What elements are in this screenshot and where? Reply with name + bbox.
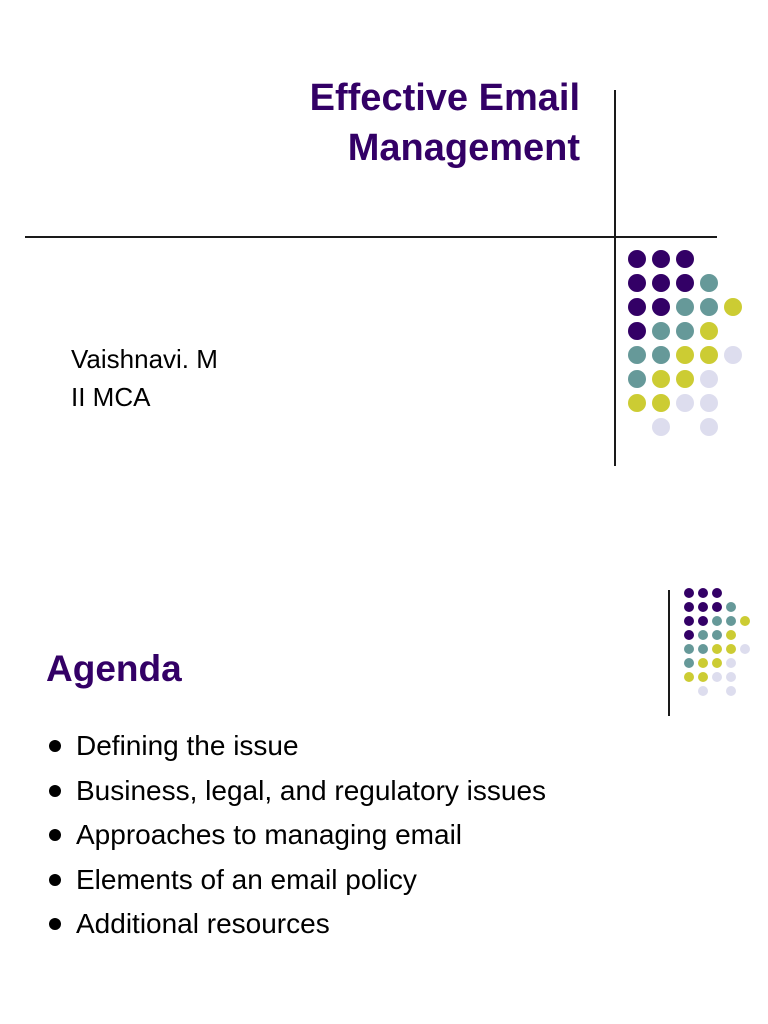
title-line-1: Effective Email — [309, 77, 580, 119]
decorative-dot — [652, 274, 670, 292]
decorative-dot — [726, 630, 736, 640]
decorative-dot — [652, 250, 670, 268]
decorative-dot — [712, 616, 722, 626]
decorative-dot — [684, 672, 694, 682]
decorative-dot — [684, 588, 694, 598]
agenda-item-label: Defining the issue — [76, 730, 299, 761]
decorative-dot — [740, 644, 750, 654]
agenda-item — [46, 902, 546, 947]
decorative-dot — [652, 418, 670, 436]
presenter-info — [71, 340, 218, 416]
decorative-dot — [712, 658, 722, 668]
decorative-dot — [698, 630, 708, 640]
decorative-dot — [652, 346, 670, 364]
decorative-dot — [684, 630, 694, 640]
decorative-dot — [700, 322, 718, 340]
decorative-dot — [700, 346, 718, 364]
decorative-dot — [724, 298, 742, 316]
decorative-dot — [726, 672, 736, 682]
decorative-dot — [726, 602, 736, 612]
decorative-dot — [628, 322, 646, 340]
decorative-dot — [724, 346, 742, 364]
decorative-dot — [628, 298, 646, 316]
decorative-dot — [676, 346, 694, 364]
decorative-dot — [698, 588, 708, 598]
bullet-icon — [49, 740, 61, 752]
decorative-dot — [676, 250, 694, 268]
title-line-2: Management — [347, 127, 580, 169]
decorative-dot — [726, 686, 736, 696]
agenda-item-label: Business, legal, and regulatory issues — [76, 774, 547, 806]
decorative-dot — [676, 394, 694, 412]
decorative-dot — [726, 644, 736, 654]
agenda-item-label: Additional resources — [76, 908, 330, 939]
decorative-dot — [652, 322, 670, 340]
decorative-dot — [712, 602, 722, 612]
bullet-icon — [49, 829, 61, 841]
author-name: Vaishnavi. M — [71, 344, 218, 374]
agenda-item — [46, 858, 546, 903]
agenda-item — [46, 769, 546, 814]
decorative-dot — [652, 394, 670, 412]
decorative-dot — [726, 616, 736, 626]
agenda-item — [46, 813, 546, 858]
bullet-icon — [49, 874, 61, 886]
decorative-dot — [628, 394, 646, 412]
decorative-dot — [700, 370, 718, 388]
slide-title — [310, 73, 580, 173]
agenda-item — [46, 724, 546, 769]
decorative-dot — [700, 274, 718, 292]
decorative-dot — [676, 322, 694, 340]
decorative-dot — [684, 616, 694, 626]
decorative-dot — [726, 658, 736, 668]
decorative-dot — [676, 370, 694, 388]
decorative-dot — [712, 630, 722, 640]
decorative-dot — [712, 672, 722, 682]
decorative-dot — [698, 616, 708, 626]
decorative-dot — [700, 418, 718, 436]
decorative-dot — [740, 616, 750, 626]
decorative-dot — [684, 644, 694, 654]
course-name: II MCA — [71, 382, 151, 412]
decorative-dot — [652, 370, 670, 388]
decorative-dot — [698, 602, 708, 612]
agenda-list — [46, 724, 546, 947]
decorative-dot — [652, 298, 670, 316]
decorative-dot — [698, 686, 708, 696]
decorative-dot — [700, 298, 718, 316]
decorative-dot — [698, 672, 708, 682]
decorative-dot — [712, 644, 722, 654]
decorative-dot — [698, 658, 708, 668]
decorative-dot — [628, 274, 646, 292]
decorative-dot — [628, 370, 646, 388]
agenda-item-label: Approaches to managing email — [76, 819, 463, 850]
decorative-dot — [676, 298, 694, 316]
decorative-dot — [676, 274, 694, 292]
decorative-dot — [712, 588, 722, 598]
decorative-dot — [684, 658, 694, 668]
agenda-slide — [0, 576, 768, 1024]
vertical-divider — [668, 590, 670, 716]
decorative-dot — [684, 602, 694, 612]
vertical-divider — [614, 90, 616, 466]
decorative-dot — [700, 394, 718, 412]
agenda-title: Agenda — [46, 648, 182, 689]
decorative-dot — [698, 644, 708, 654]
decorative-dot — [628, 346, 646, 364]
bullet-icon — [49, 785, 61, 797]
bullet-icon — [49, 918, 61, 930]
agenda-item-label: Elements of an email policy — [76, 863, 417, 895]
decorative-dot — [628, 250, 646, 268]
